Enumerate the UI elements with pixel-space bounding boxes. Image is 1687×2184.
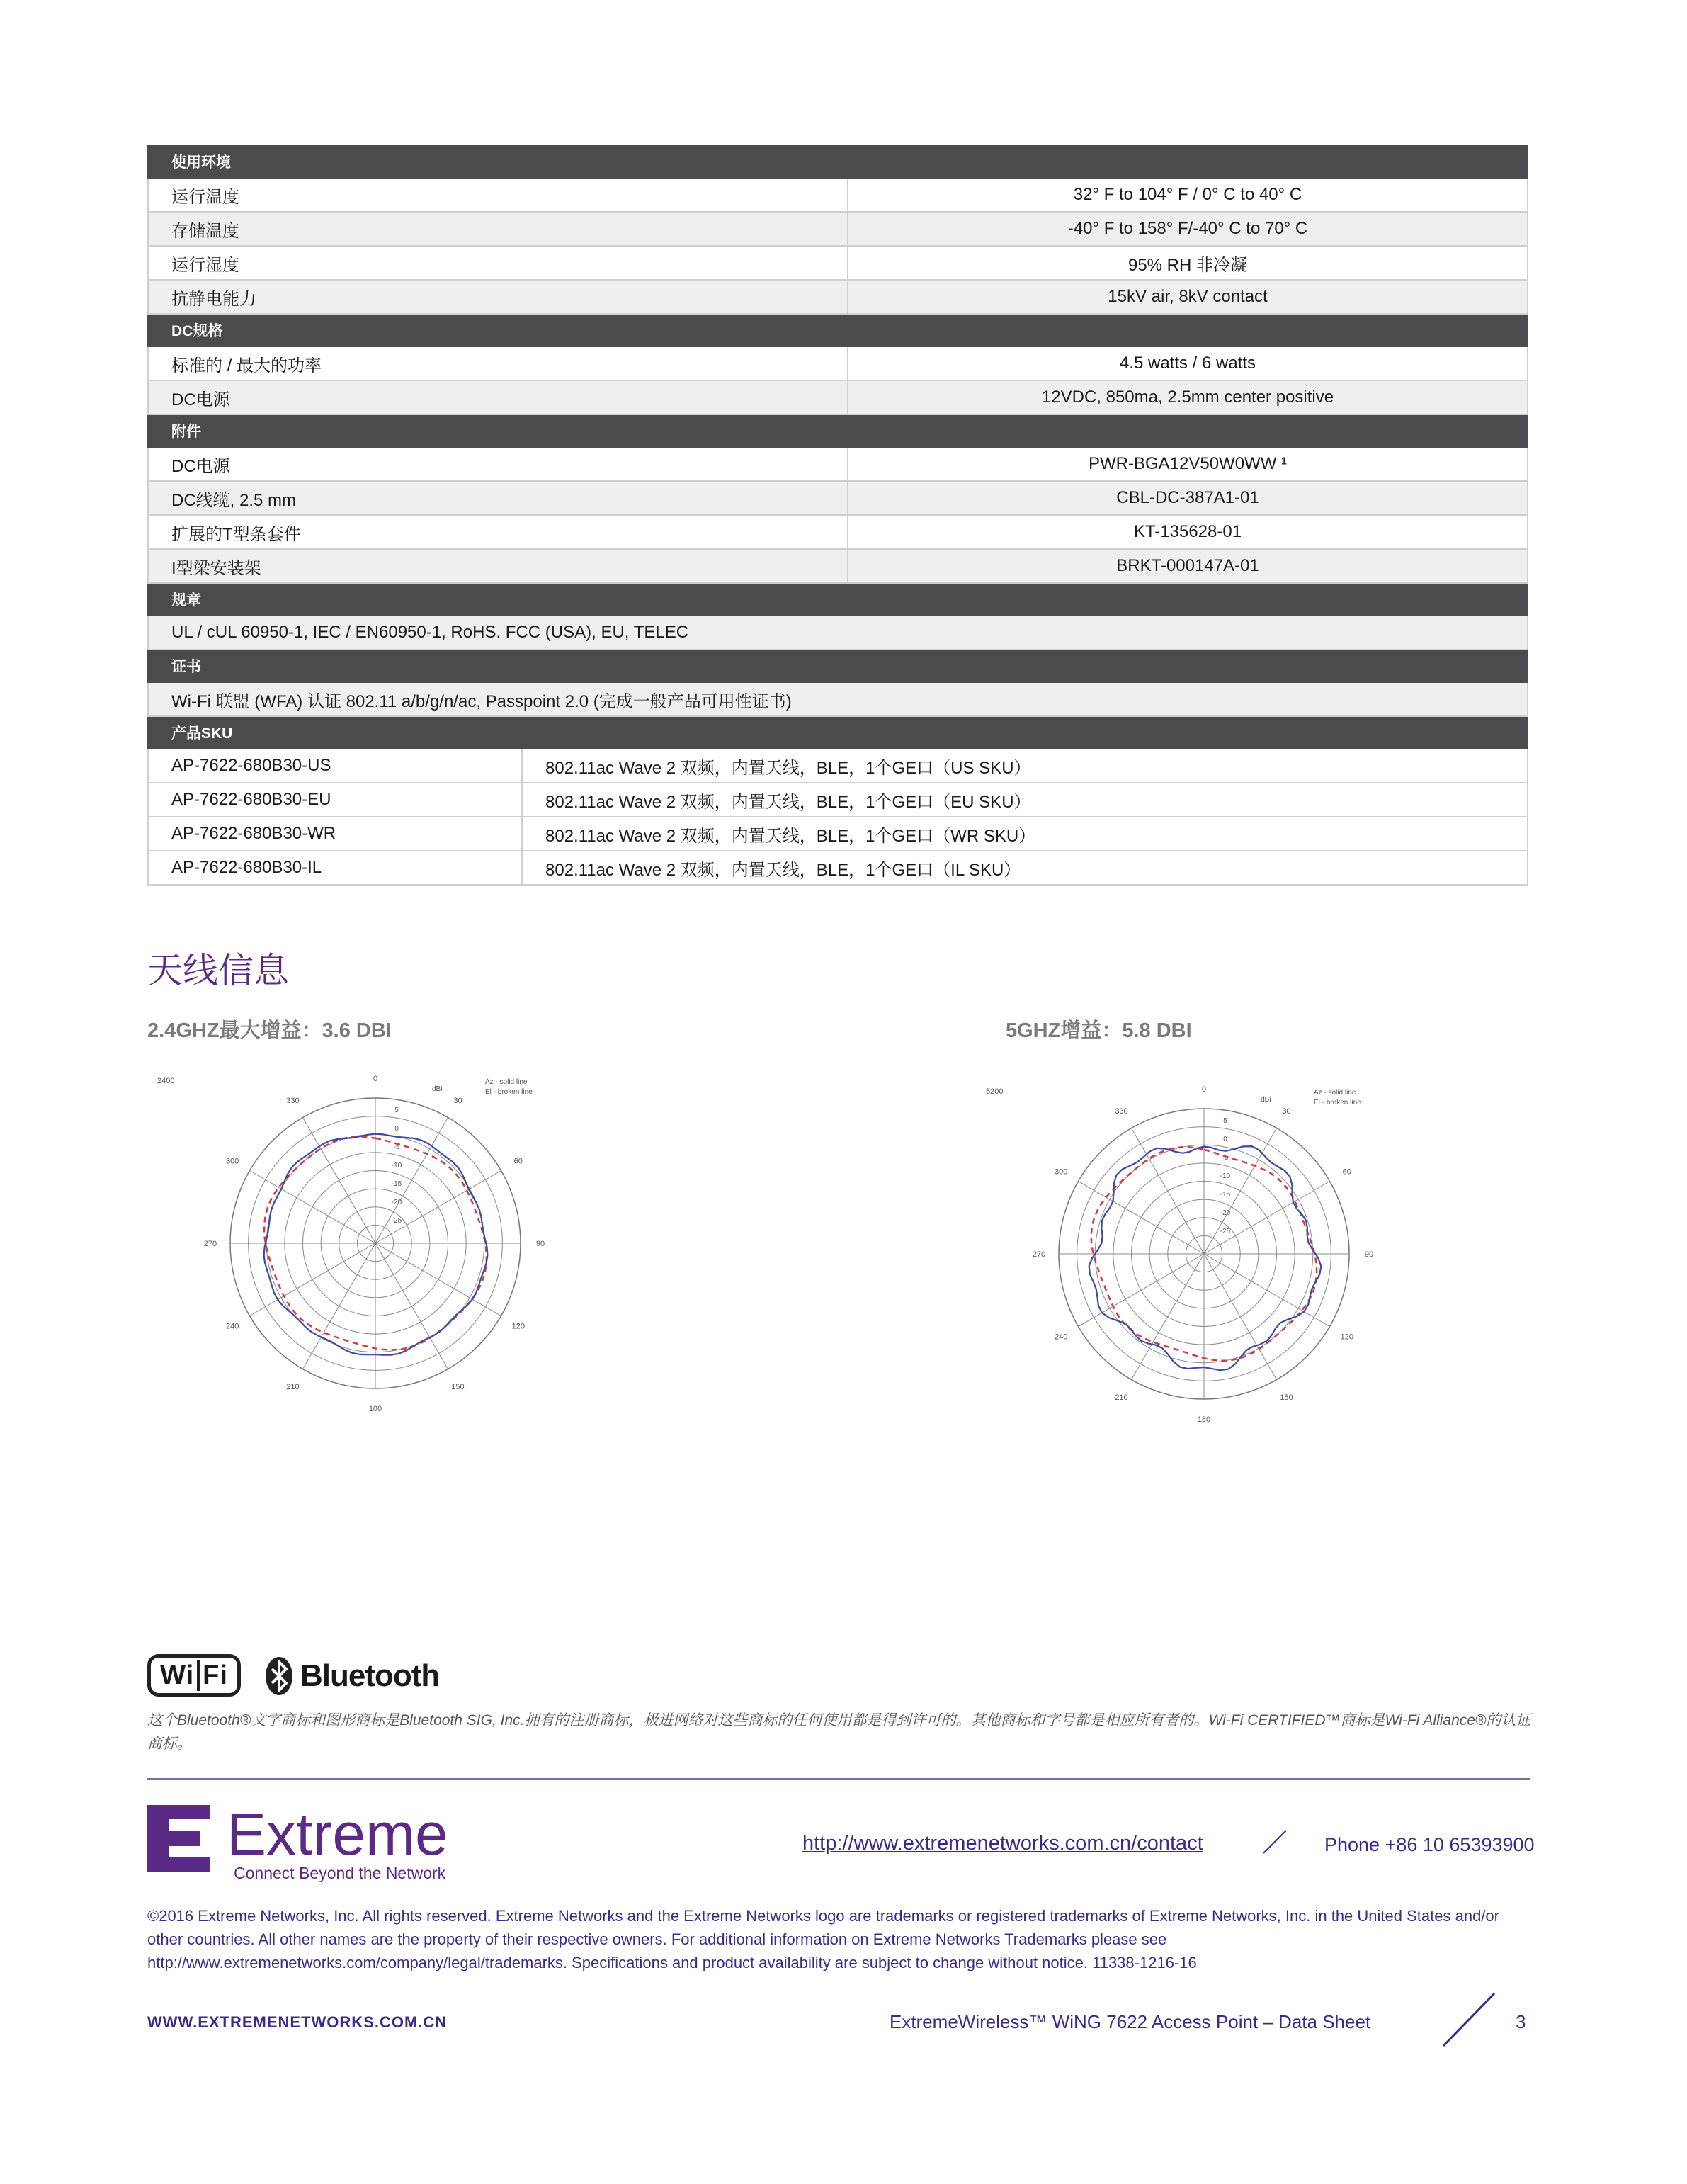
footer-site: WWW.EXTREMENETWORKS.COM.CN xyxy=(147,2013,448,2031)
spec-text: Wi-Fi 联盟 (WFA) 认证 802.11 a/b/g/n/ac, Passpoint 2.0 (完成一般产品可用性证书) xyxy=(148,682,1528,716)
spec-label: DC电源 xyxy=(148,447,848,481)
polar-spoke xyxy=(1078,1254,1204,1327)
freq-label: 2400 xyxy=(157,1077,175,1085)
legend-el: El - broken line xyxy=(1314,1099,1361,1107)
angle-label: 300 xyxy=(1055,1167,1068,1177)
ring-label: 5 xyxy=(394,1107,399,1114)
contact-link[interactable]: http://www.extremenetworks.com.cn/contact xyxy=(802,1832,1203,1855)
spec-label: I型梁安装架 xyxy=(148,549,848,583)
extreme-logo-text: Extreme xyxy=(227,1801,448,1867)
sku-description: 802.11ac Wave 2 双频，内置天线，BLE，1个GE口（US SKU） xyxy=(522,749,1528,783)
sku-code: AP-7622-680B30-US xyxy=(148,749,522,783)
slash-divider xyxy=(1261,1828,1289,1856)
spec-value: PWR-BGA12V50W0WW ¹ xyxy=(848,447,1528,481)
angle-label: 150 xyxy=(451,1382,465,1391)
angle-label: 330 xyxy=(286,1097,300,1106)
spec-row xyxy=(148,515,1528,549)
polar-plot-24ghz xyxy=(149,1066,602,1427)
polar-spoke xyxy=(375,1117,448,1243)
spec-row xyxy=(148,346,1528,380)
ring-label: 0 xyxy=(394,1125,399,1133)
dbi-label: dBi xyxy=(1261,1096,1271,1104)
ring-label: -5 xyxy=(393,1143,400,1151)
angle-label: 270 xyxy=(1032,1250,1046,1259)
spec-value: 4.5 watts / 6 watts xyxy=(848,346,1528,380)
legend-az: Az - solid line xyxy=(485,1078,528,1086)
legend-az: Az - solid line xyxy=(1314,1089,1356,1097)
section-header: 证书 xyxy=(148,650,1528,682)
polar-plot-5ghz xyxy=(977,1077,1431,1438)
sku-row xyxy=(148,749,1528,783)
spec-label: 标准的 / 最大的功率 xyxy=(148,346,848,380)
antenna-heading: 天线信息 xyxy=(147,951,289,990)
spec-label: DC电源 xyxy=(148,380,848,414)
angle-label: 150 xyxy=(1280,1393,1293,1402)
antenna-5ghz-caption: 5GHZ增益：5.8 DBI xyxy=(1006,1019,1192,1042)
angle-label: 30 xyxy=(453,1097,462,1106)
sku-description: 802.11ac Wave 2 双频，内置天线，BLE，1个GE口（WR SKU） xyxy=(522,817,1528,851)
section-header: 使用环境 xyxy=(148,145,1528,178)
sku-code: AP-7622-680B30-EU xyxy=(148,783,522,817)
ring-label: -10 xyxy=(391,1162,402,1170)
angle-label: 30 xyxy=(1282,1107,1291,1116)
angle-label: 210 xyxy=(1115,1393,1128,1402)
angle-label: 0 xyxy=(1201,1085,1207,1094)
ring-label: -5 xyxy=(1222,1154,1229,1162)
sku-description: 802.11ac Wave 2 双频，内置天线，BLE，1个GE口（EU SKU） xyxy=(522,783,1528,817)
spec-label: 运行湿度 xyxy=(148,246,848,280)
polar-spoke xyxy=(1078,1182,1204,1255)
spec-value: KT-135628-01 xyxy=(848,515,1528,549)
sku-row xyxy=(148,817,1528,851)
angle-label: 330 xyxy=(1115,1107,1128,1116)
bluetooth-icon xyxy=(265,1656,293,1696)
angle-label: 240 xyxy=(226,1322,239,1331)
ring-label: -25 xyxy=(1220,1228,1231,1235)
spec-table xyxy=(147,145,1528,886)
contact-phone: Phone +86 10 65393900 xyxy=(1324,1834,1535,1855)
angle-label: 100 xyxy=(368,1405,382,1413)
freq-label: 5200 xyxy=(986,1087,1004,1096)
ring-label: 0 xyxy=(1223,1136,1227,1143)
legend-el: El - broken line xyxy=(485,1088,533,1096)
angle-label: 240 xyxy=(1055,1333,1068,1342)
section-header: DC规格 xyxy=(148,314,1528,346)
ring-label: -25 xyxy=(391,1217,402,1225)
ring-label: 5 xyxy=(1223,1117,1227,1125)
spec-row xyxy=(148,380,1528,414)
angle-label: 210 xyxy=(286,1382,300,1391)
angle-label: 270 xyxy=(203,1240,217,1248)
spec-label: 运行温度 xyxy=(148,178,848,212)
spec-label: 扩展的T型条套件 xyxy=(148,515,848,549)
ring-label: -15 xyxy=(1220,1191,1231,1199)
section-header: 附件 xyxy=(148,414,1528,447)
spec-row xyxy=(148,212,1528,246)
section-header: 规章 xyxy=(148,583,1528,616)
polar-spoke xyxy=(249,1243,375,1316)
spec-row xyxy=(148,549,1528,583)
ring-label: -20 xyxy=(1220,1209,1231,1217)
dbi-label: dBi xyxy=(432,1085,443,1093)
ring-label: -20 xyxy=(391,1199,402,1206)
copyright-text: ©2016 Extreme Networks, Inc. All rights reserved. Extreme Networks and the Extreme Networks logo are trademarks or registered trademarks of Extreme Networks, Inc. in the United States and/or other countries. All other names are the property of their respective owners. For additional information on Extreme Networks Trademarks please see http://www.extremenetworks.com/company/legal/trademarks. Specifications and product availability are subject to change without notice. 11338-1216-16 xyxy=(147,1907,1499,1971)
divider xyxy=(147,1778,1530,1780)
angle-label: 90 xyxy=(535,1240,545,1248)
spec-value: BRKT-000147A-01 xyxy=(848,549,1528,583)
polar-spoke xyxy=(303,1243,376,1369)
spec-value: -40° F to 158° F/-40° C to 70° C xyxy=(848,212,1528,246)
sku-description: 802.11ac Wave 2 双频，内置天线，BLE，1个GE口（IL SKU） xyxy=(522,851,1528,885)
spec-value: 12VDC, 850ma, 2.5mm center positive xyxy=(848,380,1528,414)
trademark-notice: 这个Bluetooth®文字商标和图形商标是Bluetooth SIG, Inc.拥有的注册商标，极进网络对这些商标的任何使用都是得到许可的。其他商标和字号都是相应所有者的。Wi-Fi CERTIFIED™商标是Wi-Fi Alliance®的认证商标。 xyxy=(147,1712,1531,1752)
angle-label: 0 xyxy=(373,1075,378,1083)
footer-slash xyxy=(1441,1991,1497,2049)
sku-row xyxy=(148,783,1528,817)
footer-doc-title: ExtremeWireless™ WiNG 7622 Access Point – Data Sheet xyxy=(890,2011,1371,2032)
polar-spoke xyxy=(1132,1254,1205,1380)
wifi-logo: Wi Fi xyxy=(147,1654,241,1697)
spec-value: 15kV air, 8kV contact xyxy=(848,280,1528,314)
sku-row xyxy=(148,851,1528,885)
spec-label: DC线缆, 2.5 mm xyxy=(148,481,848,515)
spec-label: 抗静电能力 xyxy=(148,280,848,314)
antenna-24ghz-caption: 2.4GHZ最大增益：3.6 DBI xyxy=(147,1019,392,1042)
spec-row xyxy=(148,178,1528,212)
angle-label: 180 xyxy=(1197,1415,1211,1424)
section-header: 产品SKU xyxy=(148,716,1528,749)
angle-label: 120 xyxy=(511,1322,525,1331)
sku-code: AP-7622-680B30-IL xyxy=(148,851,522,885)
angle-label: 300 xyxy=(226,1157,239,1166)
extreme-logo xyxy=(147,1799,480,1884)
angle-label: 60 xyxy=(1342,1167,1351,1177)
spec-row xyxy=(148,280,1528,314)
ring-label: -15 xyxy=(391,1180,402,1188)
bluetooth-logo: Bluetooth xyxy=(265,1654,439,1698)
spec-row xyxy=(148,447,1528,481)
angle-label: 90 xyxy=(1364,1250,1374,1259)
spec-value: 95% RH 非冷凝 xyxy=(848,246,1528,280)
extreme-logo-tagline: Connect Beyond the Network xyxy=(234,1864,446,1882)
page-number: 3 xyxy=(1516,2011,1526,2032)
spec-row xyxy=(148,246,1528,280)
spec-value: CBL-DC-387A1-01 xyxy=(848,481,1528,515)
angle-label: 120 xyxy=(1340,1333,1353,1342)
spec-text: UL / cUL 60950-1, IEC / EN60950-1, RoHS. FCC (USA), EU, TELEC xyxy=(148,616,1528,650)
spec-value: 32° F to 104° F / 0° C to 40° C xyxy=(848,178,1528,212)
spec-label: 存储温度 xyxy=(148,212,848,246)
sku-code: AP-7622-680B30-WR xyxy=(148,817,522,851)
angle-label: 60 xyxy=(513,1157,523,1166)
ring-label: -10 xyxy=(1220,1172,1231,1180)
spec-row xyxy=(148,481,1528,515)
